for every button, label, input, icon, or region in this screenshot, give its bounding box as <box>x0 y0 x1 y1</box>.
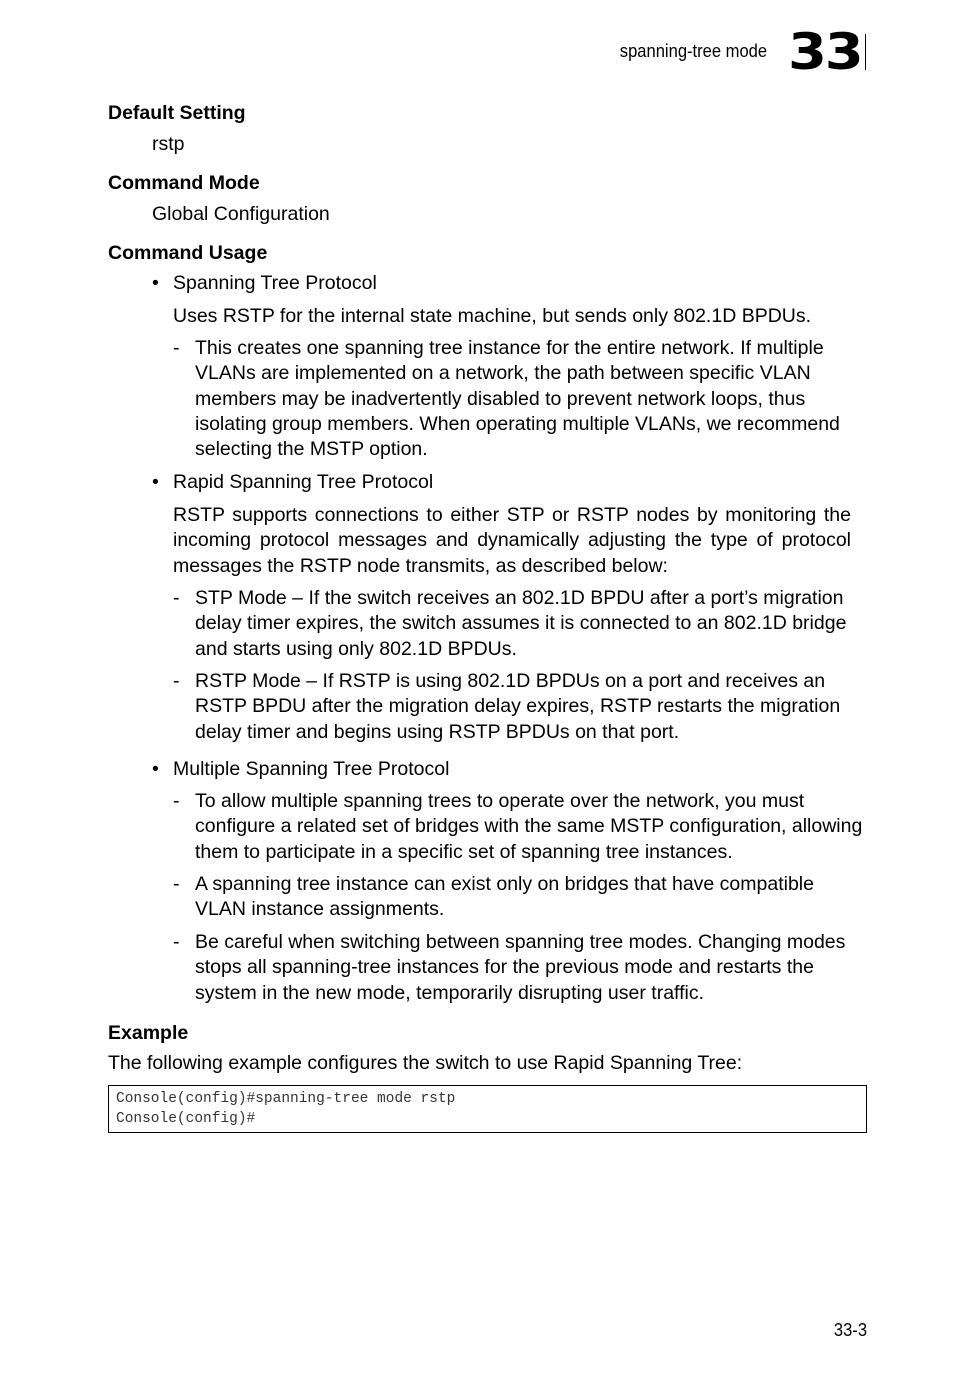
example-heading: Example <box>108 1022 189 1044</box>
dash-text: RSTP Mode – If RSTP is using 802.1D BPDUs on a port and receives an RSTP BPDU after the migration delay expires, RSTP restarts the migration delay timer and begins using RSTP BPDUs on that port. <box>195 670 841 743</box>
dash-item <box>173 789 868 865</box>
chapter-divider <box>865 34 866 70</box>
dash-text: Be careful when switching between spanning tree modes. Changing modes stops all spanning-tree instances for the previous mode and restarts the system in the new mode, temporarily disrupting user traffic. <box>195 931 846 1004</box>
dash-text: A spanning tree instance can exist only on bridges that have compatible VLAN instance assignments. <box>195 873 814 921</box>
dash-icon: - <box>173 587 180 609</box>
dash-icon: - <box>173 931 180 953</box>
dash-icon: - <box>173 790 180 812</box>
command-mode-value: Global Configuration <box>152 203 330 225</box>
dash-item <box>173 336 868 462</box>
code-line: Console(config)#spanning-tree mode rstp <box>116 1091 456 1107</box>
dash-text: This creates one spanning tree instance for the entire network. If multiple VLANs are implemented on a network, the path between specific VLAN members may be inadvertently disabled to prevent network loops, thus isolating group members. When operating multiple VLANs, we recommend selecting the MSTP option. <box>195 337 840 461</box>
code-example-box <box>108 1085 867 1133</box>
code-line: Console(config)# <box>116 1111 256 1127</box>
default-setting-value: rstp <box>152 133 185 155</box>
dash-icon: - <box>173 337 180 359</box>
bullet-title: Multiple Spanning Tree Protocol <box>173 758 450 780</box>
dash-text: To allow multiple spanning trees to operate over the network, you must configure a related set of bridges with the same MSTP configuration, allowing them to participate in a specific set of spanning tree instances. <box>195 790 863 863</box>
running-header: spanning-tree mode <box>619 41 767 61</box>
default-setting-heading: Default Setting <box>108 102 246 124</box>
example-intro: The following example configures the switch to use Rapid Spanning Tree: <box>108 1052 743 1074</box>
bullet-icon: • <box>152 471 159 493</box>
dash-item <box>173 872 868 923</box>
dash-icon: - <box>173 670 180 692</box>
dash-icon: - <box>173 873 180 895</box>
dash-item <box>173 586 868 662</box>
command-mode-heading: Command Mode <box>108 172 260 194</box>
dash-item <box>173 930 868 1006</box>
dash-item <box>173 669 868 745</box>
bullet-icon: • <box>152 758 159 780</box>
page-number: 33-3 <box>833 1320 867 1340</box>
bullet-icon: • <box>152 272 159 294</box>
command-usage-heading: Command Usage <box>108 242 268 264</box>
bullet-title: Spanning Tree Protocol <box>173 272 377 294</box>
paragraph: Uses RSTP for the internal state machine, but sends only 802.1D BPDUs. <box>173 305 812 327</box>
chapter-number: 33 <box>788 23 862 81</box>
paragraph: RSTP supports connections to either STP or RSTP nodes by monitoring the incoming protocol messages and dynamically adjusting the type of protocol messages the RSTP node transmits, as described below: <box>173 504 851 577</box>
bullet-title: Rapid Spanning Tree Protocol <box>173 471 434 493</box>
dash-text: STP Mode – If the switch receives an 802.1D BPDU after a port’s migration delay timer expires, the switch assumes it is connected to an 802.1D bridge and starts using only 802.1D BPDUs. <box>195 587 847 660</box>
